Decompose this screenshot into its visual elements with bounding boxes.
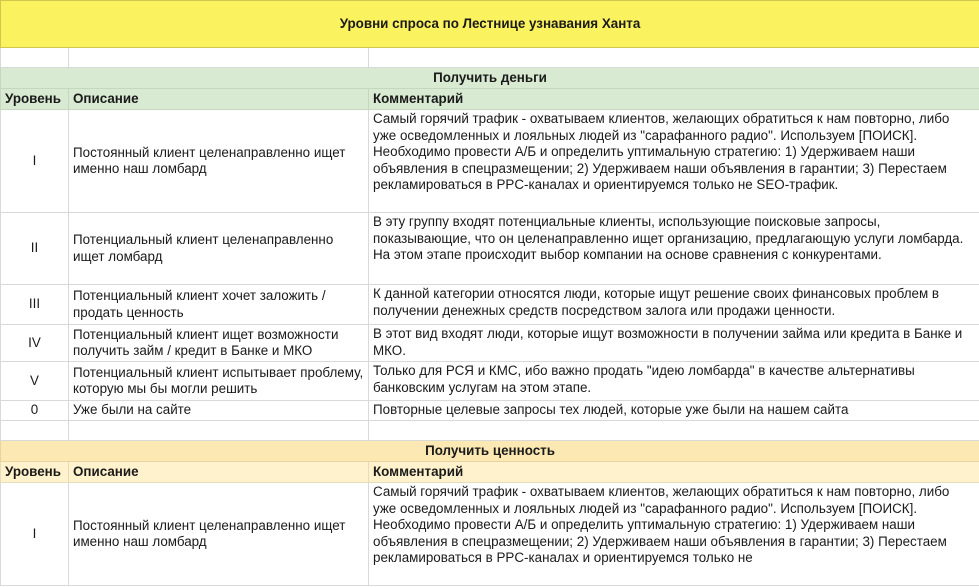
table-row [1, 325, 979, 362]
sheet-title[interactable]: Уровни спроса по Лестнице узнавания Ханта [1, 1, 979, 48]
description-cell[interactable]: Потенциальный клиент хочет заложить / продать ценность [69, 285, 369, 325]
comment-cell[interactable]: В эту группу входят потенциальные клиенты, использующие поисковые запросы, показывающие, что он целенаправленно ищет организацию, предлагающую услуги ломбарда. На этом этапе происходит выбор компании на основе сравнения с конкурентами. [369, 213, 979, 285]
cell[interactable] [69, 48, 369, 68]
comment-cell[interactable]: Только для РСЯ и КМС, ибо важно продать "идею ломбарда" в качестве альтернативы банковским услугам на этом этапе. [369, 362, 979, 401]
cell[interactable] [69, 421, 369, 441]
header-description[interactable]: Описание [69, 89, 369, 110]
blank-row [1, 48, 979, 68]
description-cell[interactable]: Постоянный клиент целенаправленно ищет именно наш ломбард [69, 110, 369, 213]
table-row [1, 213, 979, 285]
description-cell[interactable]: Постоянный клиент целенаправленно ищет именно наш ломбард [69, 483, 369, 586]
section-title-row [1, 68, 979, 89]
level-cell[interactable]: V [1, 362, 69, 401]
description-cell[interactable]: Уже были на сайте [69, 401, 369, 421]
level-cell[interactable]: II [1, 213, 69, 285]
section-title-get-value[interactable]: Получить ценность [1, 441, 979, 462]
level-cell[interactable]: I [1, 110, 69, 213]
cell[interactable] [1, 421, 69, 441]
cell[interactable] [1, 48, 69, 68]
header-row [1, 89, 979, 110]
header-level[interactable]: Уровень [1, 462, 69, 483]
table-row [1, 483, 979, 586]
cell[interactable] [369, 421, 979, 441]
header-row [1, 462, 979, 483]
description-cell[interactable]: Потенциальный клиент целенаправленно ищет ломбард [69, 213, 369, 285]
cell[interactable] [369, 48, 979, 68]
description-cell[interactable]: Потенциальный клиент испытывает проблему, которую мы бы могли решить [69, 362, 369, 401]
section-title-row [1, 441, 979, 462]
header-comment[interactable]: Комментарий [369, 462, 979, 483]
header-level[interactable]: Уровень [1, 89, 69, 110]
header-description[interactable]: Описание [69, 462, 369, 483]
comment-cell[interactable]: Самый горячий трафик - охватываем клиентов, желающих обратиться к нам повторно, либо уже осведомленных и лояльных людей из "сарафанного радио". Используем [ПОИСК]. Необходимо провести А/Б и определить уптимальную стратегию: 1) Удерживаем наши объявления в спецразмещении; 2) Удерживаем наши объявления в гарантии; 3) Перестаем рекламироваться в PPC-каналах и ориентируемся только не SEO-трафик. [369, 110, 979, 213]
table-row [1, 362, 979, 401]
comment-cell[interactable]: В этот вид входят люди, которые ищут возможности в получении займа или кредита в Банке и МКО. [369, 325, 979, 362]
table-row [1, 401, 979, 421]
description-cell[interactable]: Потенциальный клиент ищет возможности получить займ / кредит в Банке и МКО [69, 325, 369, 362]
title-row [1, 1, 979, 48]
comment-cell[interactable]: К данной категории относятся люди, которые ищут решение своих финансовых проблем в получении денежных средств посредством залога или продажи ценности. [369, 285, 979, 325]
table-row [1, 110, 979, 213]
table-row [1, 285, 979, 325]
level-cell[interactable]: I [1, 483, 69, 586]
header-comment[interactable]: Комментарий [369, 89, 979, 110]
section-title-get-money[interactable]: Получить деньги [1, 68, 979, 89]
level-cell[interactable]: IV [1, 325, 69, 362]
blank-row [1, 421, 979, 441]
comment-cell[interactable]: Самый горячий трафик - охватываем клиентов, желающих обратиться к нам повторно, либо уже осведомленных и лояльных людей из "сарафанного радио". Используем [ПОИСК]. Необходимо провести А/Б и определить уптимальную стратегию: 1) Удерживаем наши объявления в спецразмещении; 2) Удерживаем наши объявления в гарантии; 3) Перестаем рекламироваться в PPC-каналах и ориентируемся только не [369, 483, 979, 586]
comment-cell[interactable]: Повторные целевые запросы тех людей, которые уже были на нашем сайта [369, 401, 979, 421]
level-cell[interactable]: 0 [1, 401, 69, 421]
level-cell[interactable]: III [1, 285, 69, 325]
